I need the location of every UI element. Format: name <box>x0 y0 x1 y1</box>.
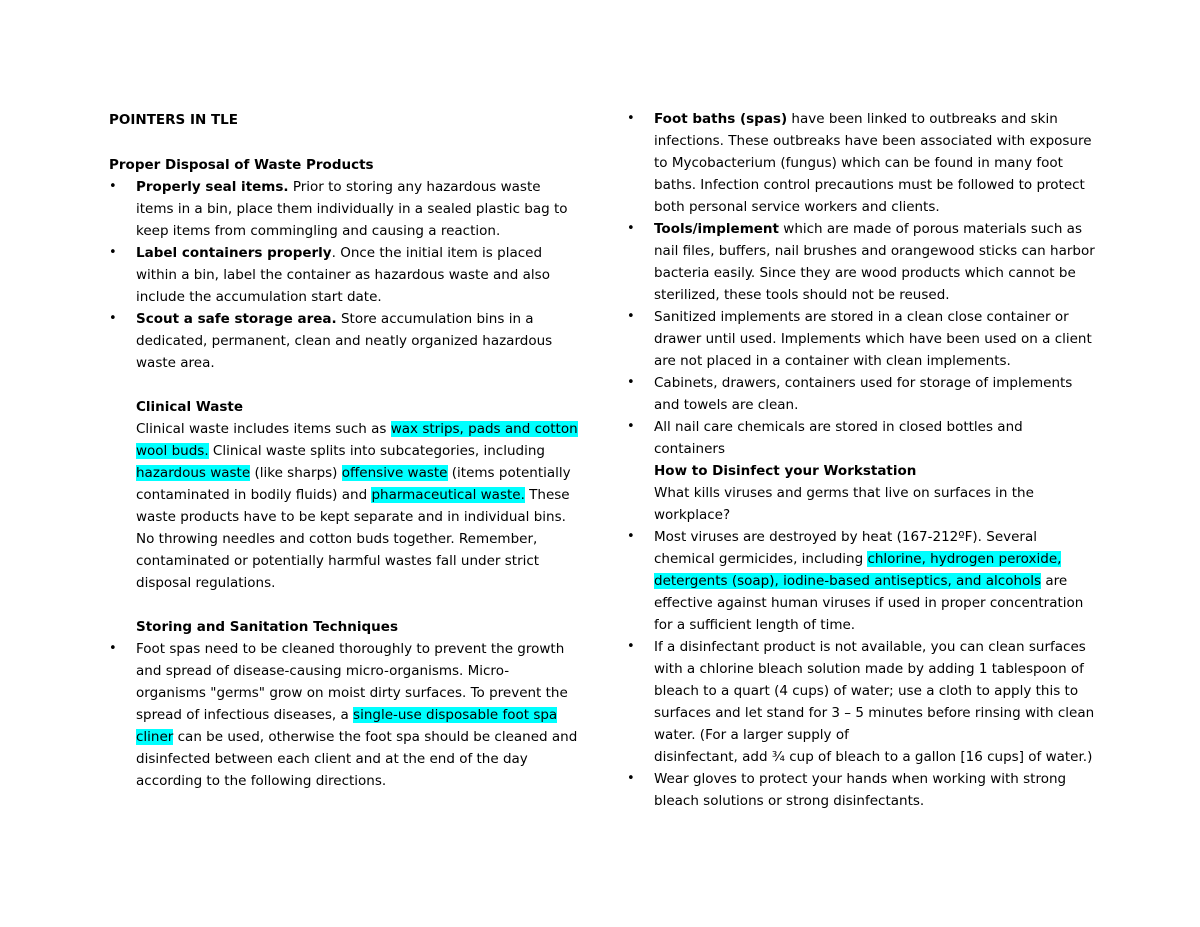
bullet-icon: • <box>627 221 635 236</box>
list-item: • Properly seal items. Prior to storing any hazardous waste items in a bin, place them individually in a sealed plastic bag to keep items from commingling and causing a reaction. <box>109 176 579 242</box>
bullet-icon: • <box>627 639 635 654</box>
list-item: • Sanitized implements are stored in a clean close container or drawer until used. Implements which have been used on a client are not placed in a container with clean implements. <box>627 306 1097 372</box>
list-item: • If a disinfectant product is not available, you can clean surfaces with a chlorine bleach solution made by adding 1 tablespoon of bleach to a quart (4 cups) of water; use a cloth to apply this to surfaces and let stand for 3 – 5 minutes before rinsing with clean water. (For a larger supply of disinfectant, add ¾ cup of bleach to a gallon [16 cups] of water.) <box>627 636 1097 768</box>
list-item: • Most viruses are destroyed by heat (167-212ºF). Several chemical germicides, including chlorine, hydrogen peroxide, detergents (soap), iodine-based antiseptics, and alcohols are effective against human viruses if used in proper concentration for a sufficient length of time. <box>627 526 1097 636</box>
storing-heading: Storing and Sanitation Techniques <box>136 619 398 635</box>
bullet-icon: • <box>109 641 117 656</box>
bullet-icon: • <box>109 311 117 326</box>
sanitation-list <box>627 108 1097 460</box>
highlight: chlorine, hydrogen peroxide, detergents (soap), iodine-based antiseptics, and alcohols <box>654 551 1062 589</box>
page-title: POINTERS IN TLE <box>109 112 238 128</box>
bullet-icon: • <box>627 375 635 390</box>
left-column <box>109 108 579 792</box>
storing-list <box>109 638 579 792</box>
disinfect-list <box>627 526 1097 812</box>
bullet-icon: • <box>627 771 635 786</box>
bullet-icon: • <box>627 529 635 544</box>
disinfect-question: What kills viruses and germs that live on surfaces in the workplace? <box>654 485 1034 523</box>
section-heading: Proper Disposal of Waste Products <box>109 157 374 173</box>
clinical-waste-paragraph: Clinical waste includes items such as wax strips, pads and cotton wool buds. Clinical waste splits into subcategories, including hazardous waste (like sharps) offensive waste (items potentially contaminated in bodily fluids) and pharmaceutical waste. These waste products have to be kept separate and in individual bins. No throwing needles and cotton buds together. Remember, contaminated or potentially harmful wastes fall under strict disposal regulations. <box>136 421 578 591</box>
clinical-waste-section <box>109 396 579 638</box>
highlight: pharmaceutical waste. <box>371 487 525 503</box>
list-item: • Tools/implement which are made of porous materials such as nail files, buffers, nail brushes and orangewood sticks can harbor bacteria easily. Since they are wood products which cannot be sterilized, these tools should not be reused. <box>627 218 1097 306</box>
list-item: • Foot baths (spas) have been linked to outbreaks and skin infections. These outbreaks have been associated with exposure to Mycobacterium (fungus) which can be found in many foot baths. Infection control precautions must be followed to protect both personal service workers and clients. <box>627 108 1097 218</box>
list-item: • Scout a safe storage area. Store accumulation bins in a dedicated, permanent, clean and neatly organized hazardous waste area. <box>109 308 579 374</box>
highlight: offensive waste <box>341 465 448 481</box>
right-column <box>627 108 1097 812</box>
list-item: • Cabinets, drawers, containers used for storage of implements and towels are clean. <box>627 372 1097 416</box>
list-item: • Wear gloves to protect your hands when working with strong bleach solutions or strong disinfectants. <box>627 768 1097 812</box>
highlight: wax strips, pads and cotton wool buds. <box>136 421 578 459</box>
disinfect-section <box>627 460 1097 526</box>
clinical-waste-heading: Clinical Waste <box>136 399 244 415</box>
disposal-list <box>109 176 579 374</box>
bullet-icon: • <box>627 419 635 434</box>
bullet-icon: • <box>109 179 117 194</box>
highlight: hazardous waste <box>136 465 251 481</box>
list-item: • Foot spas need to be cleaned thoroughly to prevent the growth and spread of disease-causing micro-organisms. Micro-organisms "germs" grow on moist dirty surfaces. To prevent the spread of infectious diseases, a single-use disposable foot spa cliner can be used, otherwise the foot spa should be cleaned and disinfected between each client and at the end of the day according to the following directions. <box>109 638 579 792</box>
bullet-icon: • <box>627 309 635 324</box>
list-item: • All nail care chemicals are stored in closed bottles and containers <box>627 416 1097 460</box>
disinfect-heading: How to Disinfect your Workstation <box>654 463 917 479</box>
bullet-icon: • <box>627 111 635 126</box>
list-item: • Label containers properly. Once the initial item is placed within a bin, label the container as hazardous waste and also include the accumulation start date. <box>109 242 579 308</box>
bullet-icon: • <box>109 245 117 260</box>
highlight: single-use disposable foot spa cliner <box>136 707 558 745</box>
